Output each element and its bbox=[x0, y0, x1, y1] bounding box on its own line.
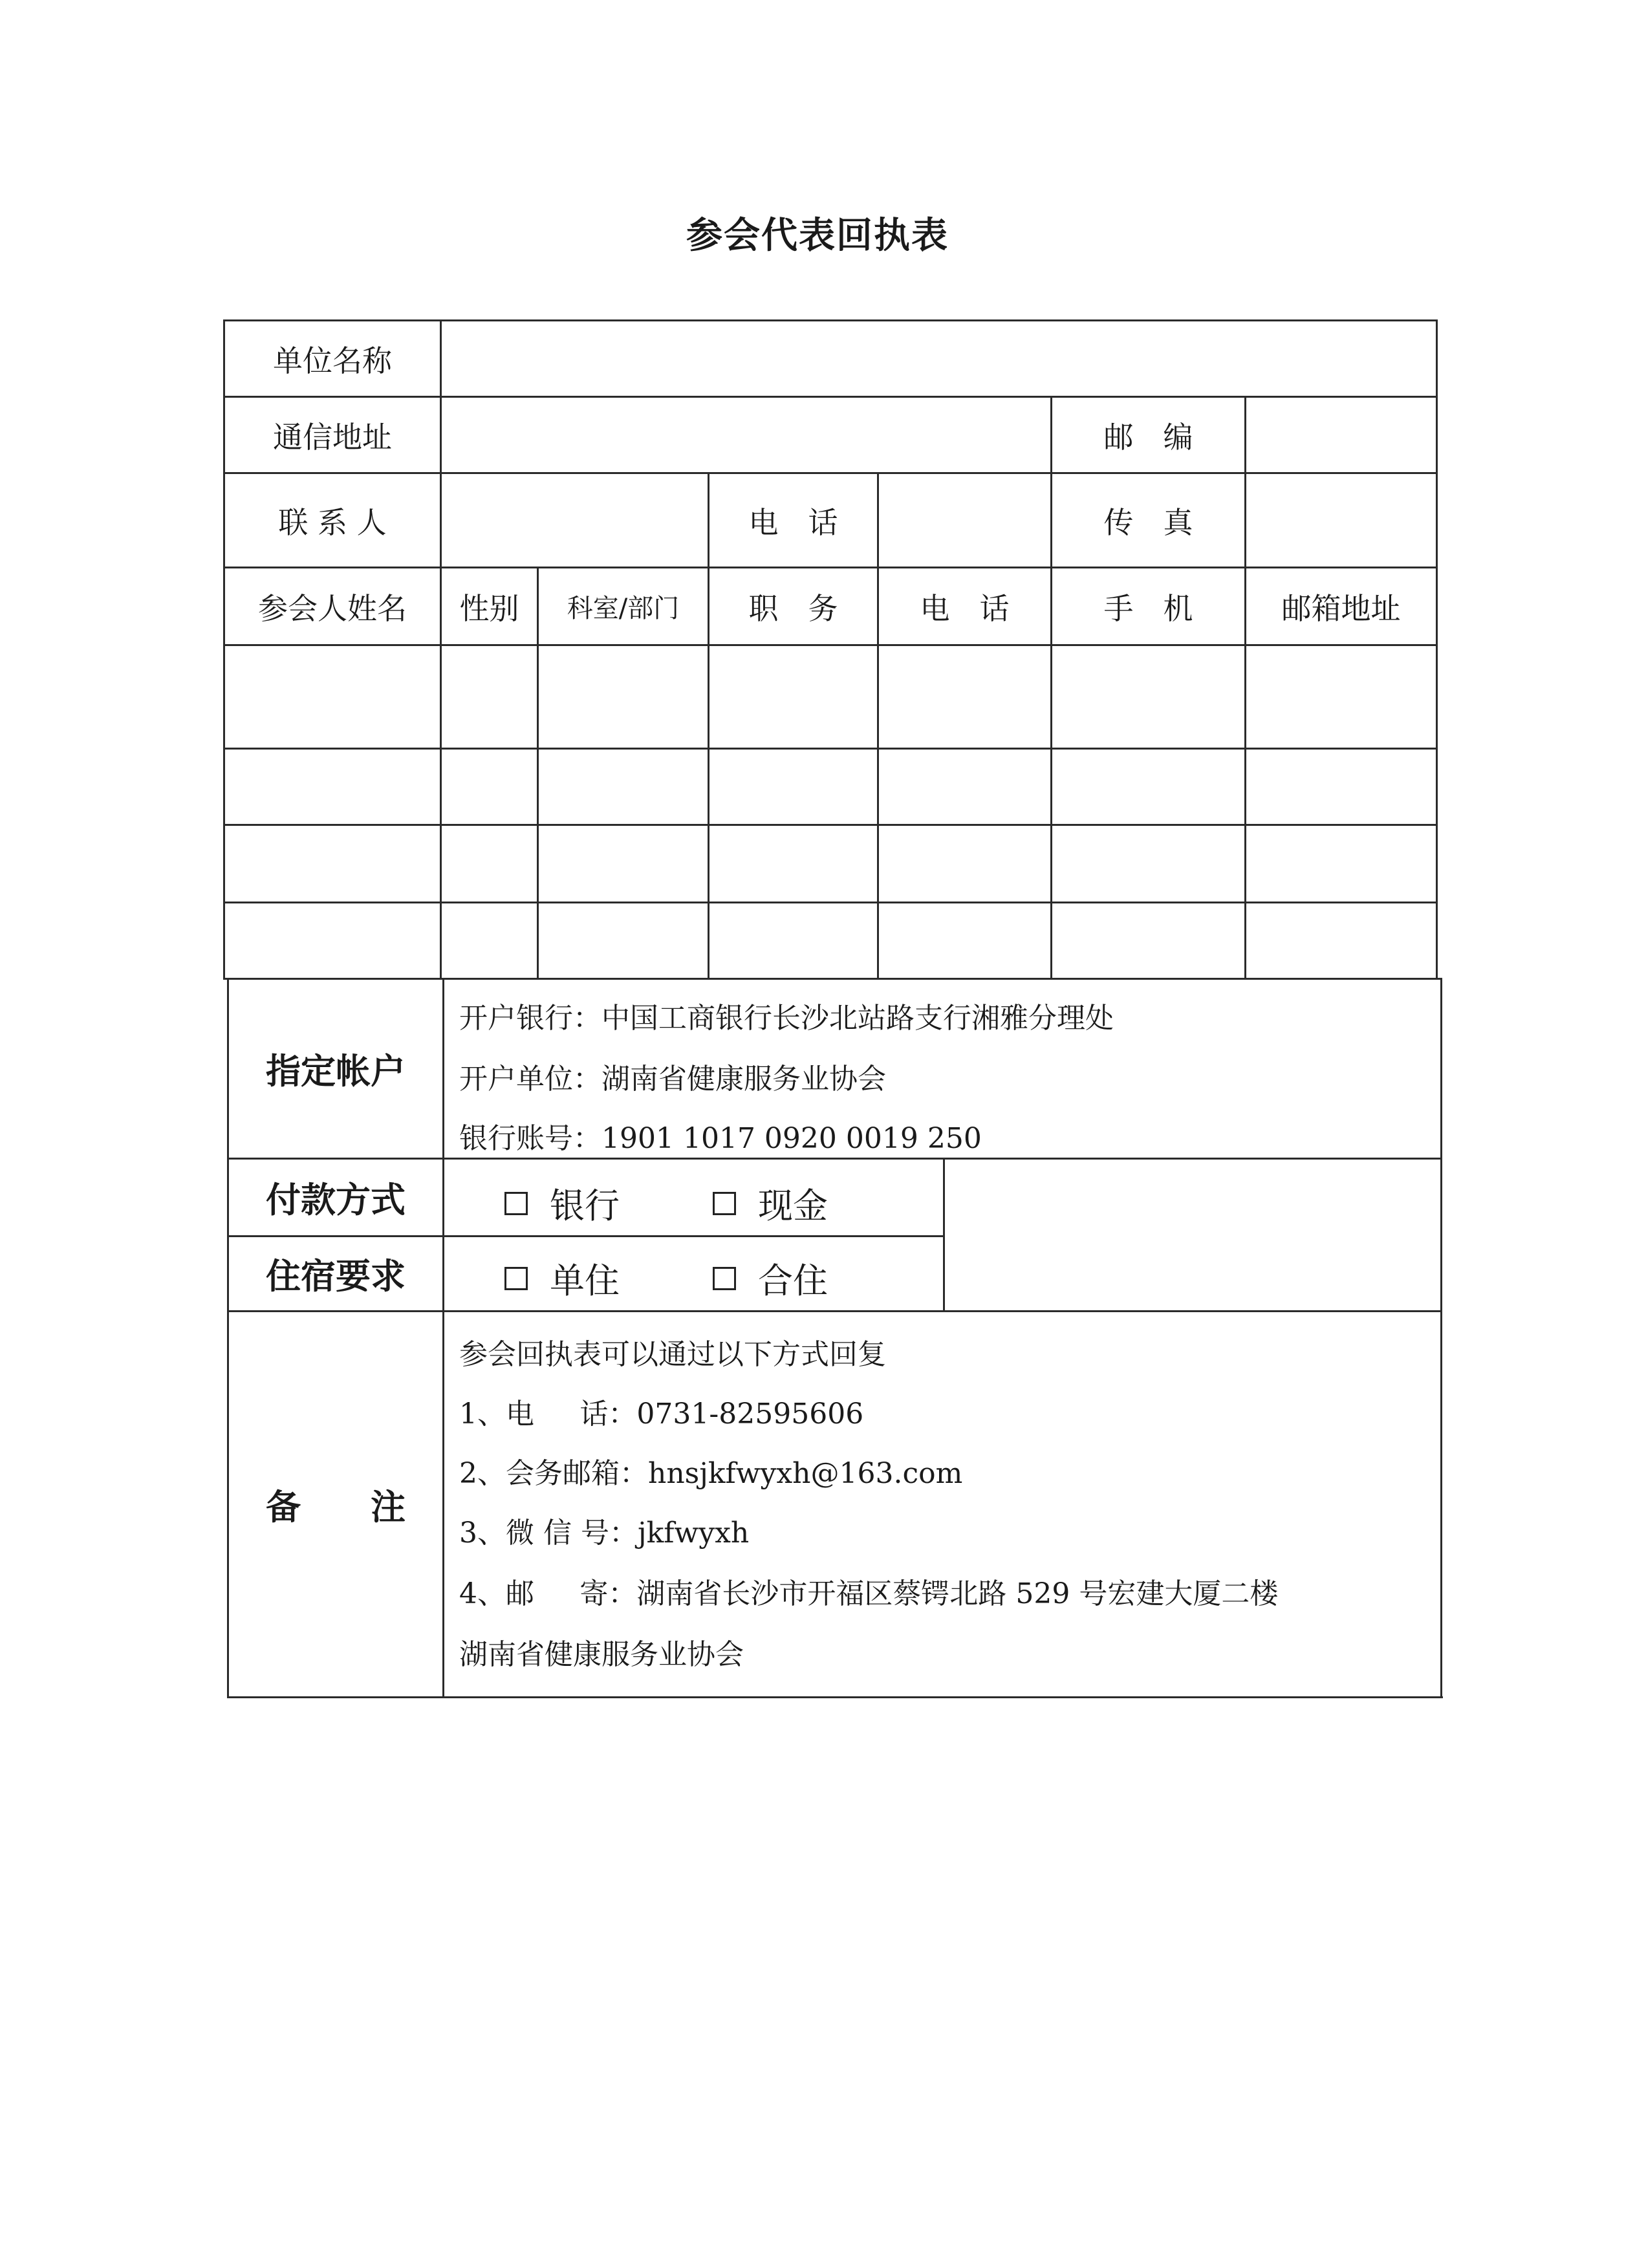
lodging-option-single[interactable] bbox=[504, 1253, 620, 1303]
remarks-wechat: 3、微 信 号：jkfwyxh bbox=[459, 1517, 750, 1550]
attendee-name-header: 参会人姓名 bbox=[258, 590, 407, 626]
attendee-row[interactable] bbox=[225, 750, 1436, 824]
position-header: 职 务 bbox=[748, 590, 838, 626]
remarks-email: 2、会务邮箱：hnsjkfwyxh@163.com bbox=[459, 1457, 963, 1490]
account-holder-text: 开户单位：湖南省健康服务业协会 bbox=[459, 1063, 886, 1096]
postcode-label: 邮 编 bbox=[1103, 419, 1193, 455]
grid-line bbox=[227, 1696, 1443, 1698]
address-label: 通信地址 bbox=[273, 419, 392, 455]
checkbox-icon[interactable] bbox=[504, 1267, 528, 1290]
account-number-text: 银行账号：1901 1017 0920 0019 250 bbox=[459, 1122, 982, 1155]
remarks-intro: 参会回执表可以通过以下方式回复 bbox=[459, 1338, 886, 1371]
checkbox-icon[interactable] bbox=[504, 1192, 528, 1215]
remarks-phone-prefix: 1、电 bbox=[459, 1398, 534, 1431]
option-label: 现金 bbox=[758, 1185, 828, 1226]
address-field[interactable] bbox=[442, 398, 1050, 472]
attendee-row[interactable] bbox=[225, 903, 1436, 978]
remarks-mail-prefix: 4、邮 bbox=[459, 1577, 534, 1610]
phone-label: 电 话 bbox=[748, 504, 838, 540]
remarks-mail bbox=[459, 1570, 1278, 1612]
remarks-label: 备 注 bbox=[266, 1486, 406, 1528]
fax-label: 传 真 bbox=[1103, 504, 1193, 540]
checkbox-icon[interactable] bbox=[713, 1192, 736, 1215]
contact-field[interactable] bbox=[442, 474, 708, 567]
attendee-row[interactable] bbox=[225, 826, 1436, 902]
grid-line bbox=[1440, 978, 1442, 1698]
fax-field[interactable] bbox=[1246, 474, 1436, 567]
gender-header: 性别 bbox=[459, 590, 519, 626]
account-label: 指定帐户 bbox=[266, 1051, 406, 1092]
remarks-mail-org: 湖南省健康服务业协会 bbox=[459, 1638, 744, 1671]
grid-line bbox=[1436, 319, 1438, 980]
page-title: 参会代表回执表 bbox=[686, 215, 949, 257]
mobile-header: 手 机 bbox=[1103, 590, 1193, 626]
unit-name-label: 单位名称 bbox=[273, 343, 392, 378]
postcode-field[interactable] bbox=[1246, 398, 1436, 472]
remarks-phone-value: 话：0731-82595606 bbox=[579, 1398, 864, 1431]
payment-label: 付款方式 bbox=[266, 1180, 406, 1220]
remarks-phone bbox=[459, 1390, 863, 1432]
option-label: 单住 bbox=[550, 1260, 620, 1301]
checkbox-icon[interactable] bbox=[713, 1267, 736, 1290]
lodging-label: 住宿要求 bbox=[266, 1256, 406, 1297]
lodging-option-shared[interactable] bbox=[713, 1253, 828, 1303]
contact-label: 联 系 人 bbox=[278, 504, 387, 540]
bank-name-text: 开户银行：中国工商银行长沙北站路支行湘雅分理处 bbox=[459, 1002, 1114, 1035]
phone-field[interactable] bbox=[879, 474, 1050, 567]
attendee-row[interactable] bbox=[225, 646, 1436, 748]
payment-option-cash[interactable] bbox=[713, 1178, 828, 1228]
attendee-phone-header: 电 话 bbox=[920, 590, 1010, 626]
remarks-mail-address: 寄：湖南省长沙市开福区蔡锷北路 529 号宏建大厦二楼 bbox=[579, 1577, 1279, 1610]
grid-line bbox=[943, 1158, 945, 1310]
email-header: 邮箱地址 bbox=[1281, 590, 1401, 626]
department-header: 科室/部门 bbox=[567, 594, 680, 623]
grid-line bbox=[442, 978, 444, 1698]
option-label: 银行 bbox=[550, 1185, 620, 1226]
unit-name-field[interactable] bbox=[442, 321, 1436, 396]
payment-option-bank[interactable] bbox=[504, 1178, 620, 1228]
option-label: 合住 bbox=[758, 1260, 828, 1301]
